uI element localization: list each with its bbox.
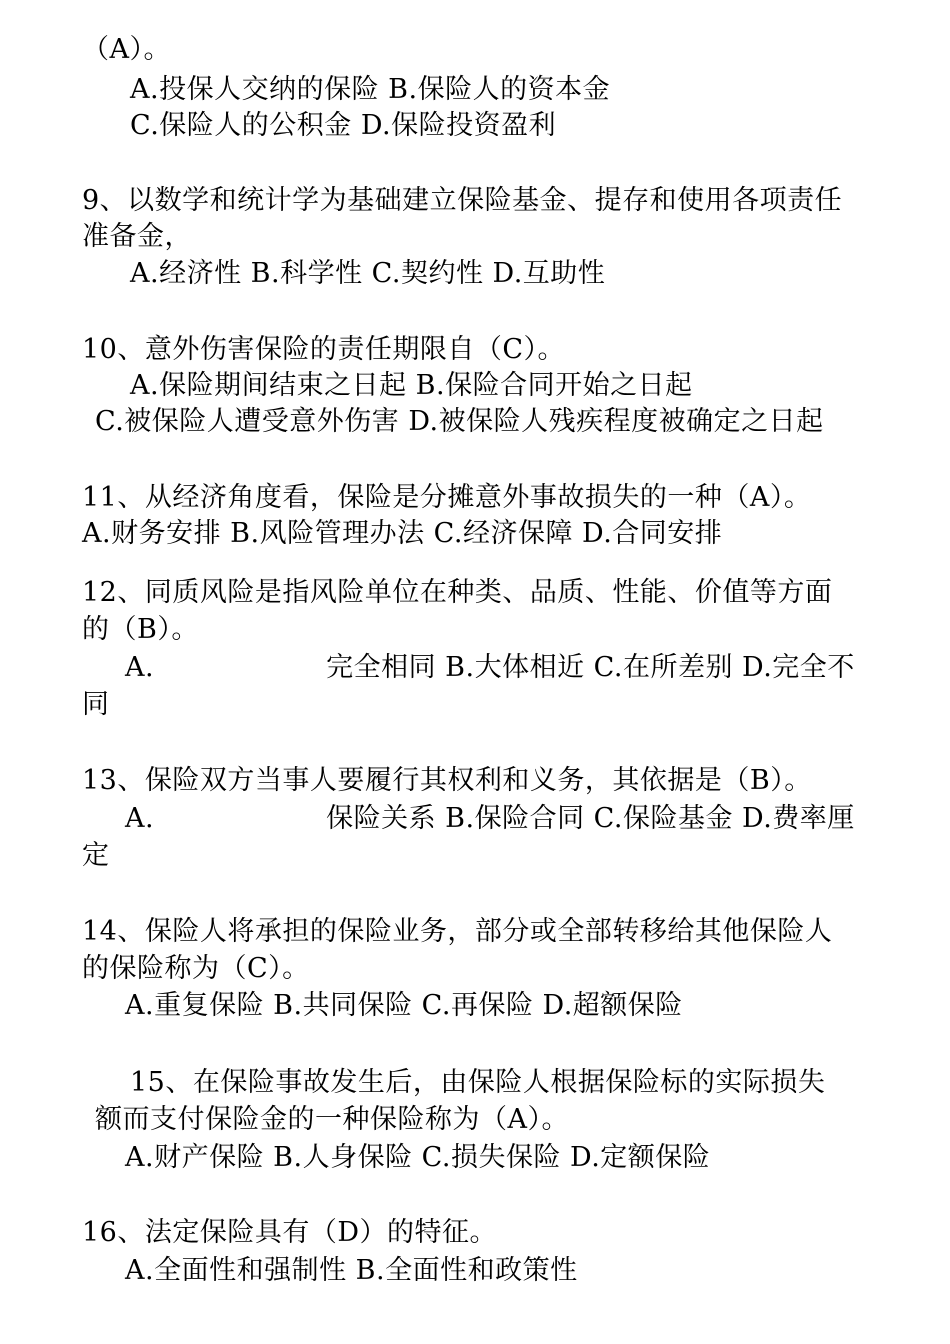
q12-option-a-label: A. (125, 652, 155, 683)
q14-options: A.重复保险 B.共同保险 C.再保险 D.超额保险 (125, 990, 683, 1021)
q14-stem-line-1: 14、保险人将承担的保险业务，部分或全部转移给其他保险人 (82, 916, 833, 947)
q14-stem-line-2: 的保险称为（C）。 (82, 953, 310, 984)
q8-stem-tail: （A）。 (82, 34, 171, 65)
q16-stem: 16、法定保险具有（D）的特征。 (82, 1217, 498, 1248)
q12-options (125, 650, 855, 686)
q15-stem-line-1: 15、在保险事故发生后，由保险人根据保险标的实际损失 (130, 1067, 826, 1098)
q12-options-wrap: 同 (82, 689, 110, 720)
q10-options-line-2: C.被保险人遭受意外伤害 D.被保险人残疾程度被确定之日起 (95, 406, 824, 437)
q15-stem-line-2: 额而支付保险金的一种保险称为（A）。 (95, 1104, 569, 1135)
q13-options-wrap: 定 (82, 840, 110, 871)
q9-options: A.经济性 B.科学性 C.契约性 D.互助性 (130, 258, 606, 289)
q15-options: A.财产保险 B.人身保险 C.损失保险 D.定额保险 (125, 1142, 711, 1173)
q8-options-line-2: C.保险人的公积金 D.保险投资盈利 (130, 110, 557, 141)
q12-stem-line-1: 12、同质风险是指风险单位在种类、品质、性能、价值等方面 (82, 577, 833, 608)
q13-options-rest: 保险关系 B.保险合同 C.保险基金 D.费率厘 (326, 803, 855, 834)
q12-stem-line-2: 的（B）。 (82, 614, 199, 645)
q9-stem-line-1: 9、以数学和统计学为基础建立保险基金、提存和使用各项责任 (82, 185, 843, 216)
q13-option-a-label: A. (125, 803, 155, 834)
q16-options: A.全面性和强制性 B.全面性和政策性 (125, 1255, 578, 1286)
q10-stem: 10、意外伤害保险的责任期限自（C）。 (82, 334, 566, 365)
q13-options (125, 801, 855, 837)
q11-stem: 11、从经济角度看，保险是分摊意外事故损失的一种（A）。 (82, 482, 812, 513)
q10-options-line-1: A.保险期间结束之日起 B.保险合同开始之日起 (130, 370, 693, 401)
q9-stem-line-2: 准备金， (82, 221, 192, 252)
q12-options-rest: 完全相同 B.大体相近 C.在所差别 D.完全不 (326, 652, 855, 683)
q8-options-line-1: A.投保人交纳的保险 B.保险人的资本金 (130, 74, 611, 105)
q11-options: A.财务安排 B.风险管理办法 C.经济保障 D.合同安排 (82, 518, 723, 549)
q13-stem: 13、保险双方当事人要履行其权利和义务，其依据是（B）。 (82, 765, 812, 796)
